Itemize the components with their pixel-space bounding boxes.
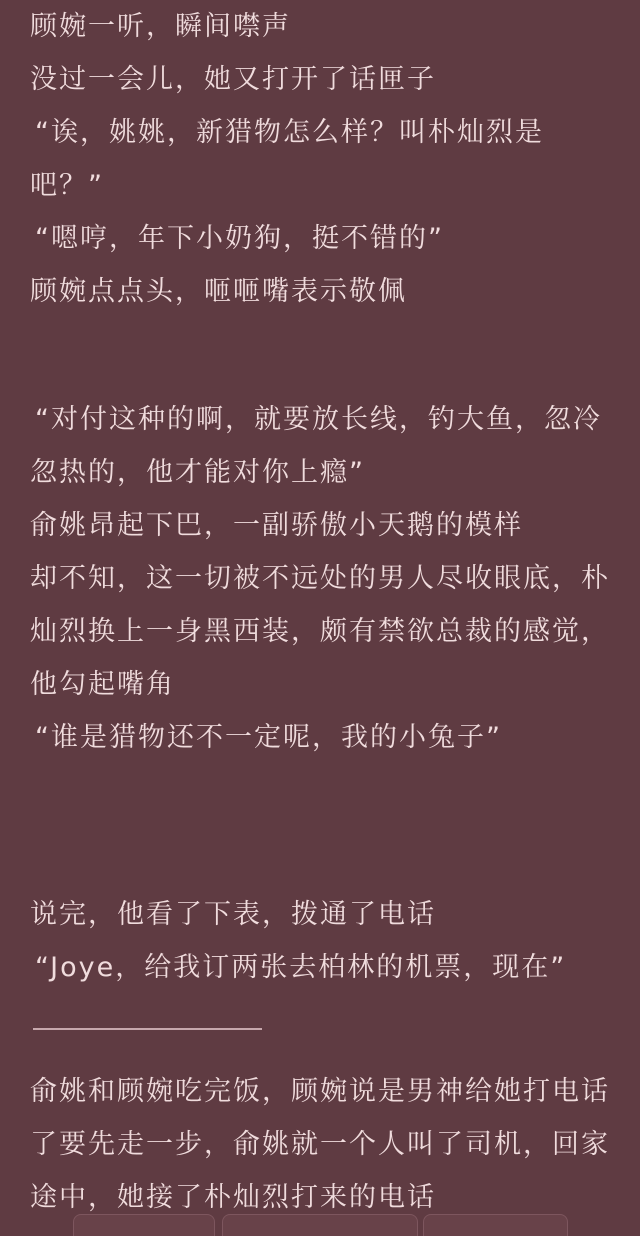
story-line: “Joye，给我订两张去柏林的机票，现在”	[35, 952, 567, 983]
story-line: 却不知，这一切被不远处的男人尽收眼底，朴	[30, 563, 610, 594]
story-line: 说完，他看了下表，拨通了电话	[30, 899, 436, 930]
paragraph-gap	[30, 764, 622, 888]
story-line: “嗯哼，年下小奶狗，挺不错的”	[35, 223, 444, 254]
story-line: 灿烈换上一身黑西装，颇有禁欲总裁的感觉，	[30, 616, 610, 647]
story-line: 吧？”	[30, 170, 104, 201]
story-line: 顾婉一听，瞬间噤声	[30, 11, 291, 42]
story-line: “诶，姚姚，新猎物怎么样？叫朴灿烈是	[35, 117, 544, 148]
bottom-card[interactable]	[222, 1214, 418, 1236]
story-line: 他勾起嘴角	[30, 669, 175, 700]
story-line: 没过一会儿，她又打开了话匣子	[30, 64, 436, 95]
scene-divider	[33, 1028, 262, 1030]
bottom-card[interactable]	[73, 1214, 215, 1236]
bottom-card[interactable]	[423, 1214, 568, 1236]
story-line: 途中，她接了朴灿烈打来的电话	[30, 1182, 436, 1213]
story-line: 忽热的，他才能对你上瘾”	[30, 457, 365, 488]
story-line: “对付这种的啊，就要放长线，钓大鱼，忽冷	[35, 404, 602, 435]
story-line: “谁是猎物还不一定呢，我的小兔子”	[35, 722, 502, 753]
bottom-card-row	[0, 1214, 640, 1225]
paragraph-gap	[30, 318, 622, 393]
story-line: 顾婉点点头，咂咂嘴表示敬佩	[30, 276, 407, 307]
story-line: 了要先走一步，俞姚就一个人叫了司机，回家	[30, 1129, 610, 1160]
story-line: 俞姚和顾婉吃完饭，顾婉说是男神给她打电话	[30, 1076, 610, 1107]
story-line: 俞姚昂起下巴，一副骄傲小天鹅的模样	[30, 510, 523, 541]
